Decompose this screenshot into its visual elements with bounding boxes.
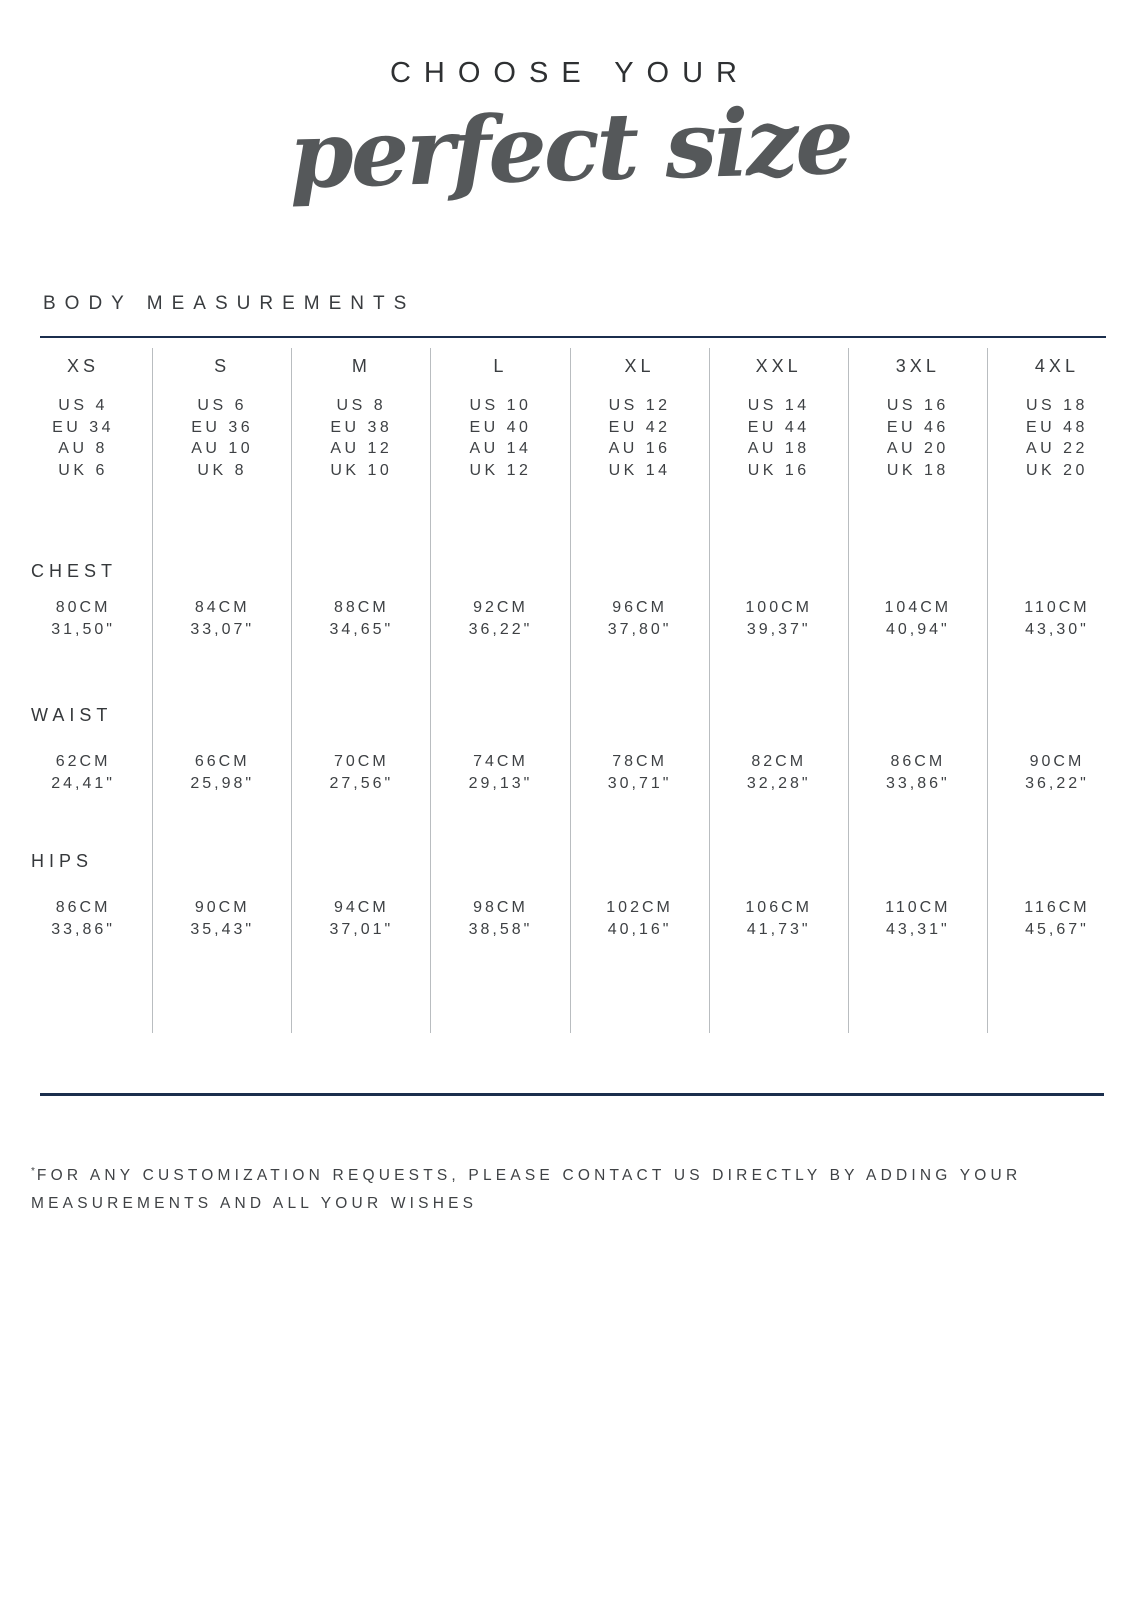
footnote-text: FOR ANY CUSTOMIZATION REQUESTS, PLEASE CONTACT US DIRECTLY BY ADDING YOUR MEASUREMENTS AND ALL YOUR WISHES bbox=[31, 1167, 1022, 1212]
intl-sizes-line: UK 10 bbox=[330, 461, 393, 479]
intl-sizes-line: EU 44 bbox=[747, 418, 810, 436]
chest-values-line: 96CM bbox=[612, 599, 667, 616]
waist-values bbox=[988, 751, 1126, 795]
footnote-asterisk: * bbox=[31, 1165, 37, 1177]
intl-sizes-line: AU 10 bbox=[191, 440, 254, 457]
hips-values bbox=[292, 897, 430, 941]
hips-values-line: 94CM bbox=[333, 899, 389, 916]
waist-values bbox=[14, 751, 152, 795]
hips-values-line: 43,31" bbox=[885, 921, 950, 938]
size-header-line: M bbox=[351, 356, 371, 376]
chest-values-line: 36,22" bbox=[468, 621, 533, 638]
intl-sizes bbox=[292, 395, 430, 481]
size-header-line: XXL bbox=[755, 356, 802, 376]
chest-values-line: 100CM bbox=[745, 599, 812, 616]
chest-values-line: 80CM bbox=[55, 599, 111, 616]
size-column-3xl bbox=[848, 348, 987, 1033]
chest-values-line: 88CM bbox=[333, 599, 389, 616]
hips-values-line: 40,16" bbox=[607, 921, 672, 938]
intl-sizes bbox=[571, 395, 709, 481]
hips-values-line: 86CM bbox=[55, 899, 111, 916]
intl-sizes-line: UK 18 bbox=[886, 461, 949, 479]
intl-sizes-line: AU 16 bbox=[608, 440, 671, 457]
eyebrow-title: CHOOSE YOUR bbox=[389, 57, 750, 89]
footer-note bbox=[31, 1162, 1043, 1218]
waist-row-label-line: WAIST bbox=[31, 705, 113, 725]
waist-values-line: 90CM bbox=[1029, 753, 1085, 770]
hips-values-line: 33,86" bbox=[51, 921, 115, 938]
size-column-l bbox=[430, 348, 569, 1033]
chest-values-line: 104CM bbox=[884, 599, 952, 616]
intl-sizes-line: US 14 bbox=[747, 397, 810, 414]
waist-values-line: 86CM bbox=[890, 753, 946, 770]
intl-sizes-line: UK 6 bbox=[58, 461, 108, 479]
hips-values-line: 41,73" bbox=[746, 921, 811, 938]
intl-sizes-line: UK 12 bbox=[469, 461, 532, 479]
size-column-xxl bbox=[709, 348, 848, 1033]
waist-values-line: 36,22" bbox=[1025, 775, 1089, 792]
size-header bbox=[14, 356, 152, 377]
waist-values bbox=[292, 751, 430, 795]
chest-row-label-line: CHEST bbox=[31, 561, 118, 581]
size-column-m bbox=[291, 348, 430, 1033]
intl-sizes-line: US 12 bbox=[608, 397, 671, 414]
waist-values-line: 66CM bbox=[194, 753, 250, 770]
intl-sizes-line: EU 38 bbox=[330, 418, 393, 436]
intl-sizes-line: UK 20 bbox=[1025, 461, 1088, 479]
chest-values-line: 40,94" bbox=[885, 621, 950, 638]
hips-values bbox=[431, 897, 569, 941]
intl-sizes-line: EU 34 bbox=[52, 418, 115, 436]
hips-values bbox=[849, 897, 987, 941]
intl-sizes-line: US 16 bbox=[886, 397, 949, 414]
intl-sizes-line: EU 46 bbox=[886, 418, 949, 436]
waist-values-line: 30,71" bbox=[607, 775, 672, 792]
chest-values-line: 43,30" bbox=[1025, 621, 1089, 638]
waist-row-label bbox=[14, 705, 152, 726]
waist-values-line: 78CM bbox=[612, 753, 667, 770]
intl-sizes-line: EU 48 bbox=[1025, 418, 1088, 436]
chest-values bbox=[988, 597, 1126, 641]
size-header-line: XL bbox=[624, 356, 655, 376]
hips-values-line: 102CM bbox=[606, 899, 673, 916]
chest-values-line: 110CM bbox=[1024, 599, 1090, 616]
size-column-s bbox=[152, 348, 291, 1033]
intl-sizes-line: AU 12 bbox=[330, 440, 393, 457]
chest-values bbox=[153, 597, 291, 641]
size-header bbox=[849, 356, 987, 377]
intl-sizes-line: AU 14 bbox=[469, 440, 532, 457]
hips-values bbox=[153, 897, 291, 941]
chest-values bbox=[14, 597, 152, 641]
chest-values-line: 34,65" bbox=[329, 621, 394, 638]
size-header bbox=[988, 356, 1126, 377]
hips-values bbox=[988, 897, 1126, 941]
waist-values bbox=[710, 751, 848, 795]
waist-values-line: 33,86" bbox=[885, 775, 950, 792]
intl-sizes bbox=[153, 395, 291, 481]
hips-values-line: 45,67" bbox=[1025, 921, 1089, 938]
intl-sizes-line: UK 8 bbox=[197, 461, 247, 479]
waist-values bbox=[431, 751, 569, 795]
intl-sizes-line: US 18 bbox=[1025, 397, 1088, 414]
size-header-line: L bbox=[493, 356, 508, 376]
waist-values bbox=[571, 751, 709, 795]
waist-values-line: 70CM bbox=[333, 753, 389, 770]
chest-values-line: 37,80" bbox=[607, 621, 672, 638]
chest-row-label bbox=[14, 561, 152, 582]
intl-sizes bbox=[849, 395, 987, 481]
waist-values-line: 82CM bbox=[751, 753, 807, 770]
chest-values bbox=[571, 597, 709, 641]
size-column-4xl bbox=[987, 348, 1126, 1033]
size-header bbox=[292, 356, 430, 377]
intl-sizes bbox=[14, 395, 152, 481]
chest-values bbox=[431, 597, 569, 641]
intl-sizes-line: US 4 bbox=[58, 397, 108, 414]
chest-values-line: 33,07" bbox=[190, 621, 255, 638]
size-column-xl bbox=[570, 348, 709, 1033]
intl-sizes bbox=[710, 395, 848, 481]
intl-sizes-line: UK 16 bbox=[747, 461, 810, 479]
waist-values-line: 25,98" bbox=[190, 775, 255, 792]
intl-sizes-line: EU 40 bbox=[469, 418, 532, 436]
hips-values bbox=[571, 897, 709, 941]
chest-values bbox=[849, 597, 987, 641]
size-table bbox=[14, 348, 1126, 1033]
waist-values-line: 74CM bbox=[473, 753, 528, 770]
hips-values-line: 35,43" bbox=[190, 921, 255, 938]
intl-sizes-line: UK 14 bbox=[608, 461, 671, 479]
size-column-xs bbox=[14, 348, 152, 1033]
size-header bbox=[571, 356, 709, 377]
waist-values-line: 62CM bbox=[55, 753, 111, 770]
waist-values-line: 32,28" bbox=[746, 775, 811, 792]
waist-values-line: 29,13" bbox=[468, 775, 533, 792]
size-header-line: 3XL bbox=[895, 356, 940, 376]
intl-sizes-line: AU 8 bbox=[58, 440, 108, 457]
hips-values-line: 110CM bbox=[885, 899, 951, 916]
section-title: BODY MEASUREMENTS bbox=[43, 293, 416, 314]
intl-sizes-line: AU 20 bbox=[886, 440, 949, 457]
intl-sizes-line: US 6 bbox=[197, 397, 247, 414]
intl-sizes bbox=[988, 395, 1126, 481]
chest-values bbox=[292, 597, 430, 641]
hips-values-line: 98CM bbox=[473, 899, 528, 916]
size-header bbox=[710, 356, 848, 377]
hips-values-line: 106CM bbox=[745, 899, 812, 916]
hips-values bbox=[710, 897, 848, 941]
chest-values-line: 31,50" bbox=[51, 621, 115, 638]
size-header-line: 4XL bbox=[1034, 356, 1079, 376]
hips-values-line: 90CM bbox=[194, 899, 250, 916]
intl-sizes-line: AU 18 bbox=[747, 440, 810, 457]
waist-values-line: 27,56" bbox=[329, 775, 394, 792]
bottom-divider bbox=[40, 1093, 1104, 1096]
chest-values-line: 92CM bbox=[473, 599, 528, 616]
hips-values-line: 38,58" bbox=[468, 921, 533, 938]
intl-sizes-line: EU 36 bbox=[191, 418, 254, 436]
hips-row-label-line: HIPS bbox=[31, 851, 94, 871]
intl-sizes-line: AU 22 bbox=[1025, 440, 1088, 457]
intl-sizes-line: US 10 bbox=[469, 397, 532, 414]
size-header-line: S bbox=[214, 356, 231, 376]
hips-values-line: 37,01" bbox=[329, 921, 394, 938]
size-header bbox=[153, 356, 291, 377]
waist-values bbox=[153, 751, 291, 795]
top-divider bbox=[40, 336, 1106, 338]
size-header-line: XS bbox=[67, 356, 100, 376]
hips-values bbox=[14, 897, 152, 941]
hips-values-line: 116CM bbox=[1024, 899, 1090, 916]
chest-values-line: 84CM bbox=[194, 599, 250, 616]
hips-row-label bbox=[14, 851, 152, 872]
size-header bbox=[431, 356, 569, 377]
intl-sizes-line: US 8 bbox=[336, 397, 387, 414]
chest-values bbox=[710, 597, 848, 641]
intl-sizes bbox=[431, 395, 569, 481]
script-title: perfect size bbox=[287, 86, 853, 210]
intl-sizes-line: EU 42 bbox=[608, 418, 671, 436]
chest-values-line: 39,37" bbox=[746, 621, 811, 638]
waist-values-line: 24,41" bbox=[51, 775, 115, 792]
waist-values bbox=[849, 751, 987, 795]
